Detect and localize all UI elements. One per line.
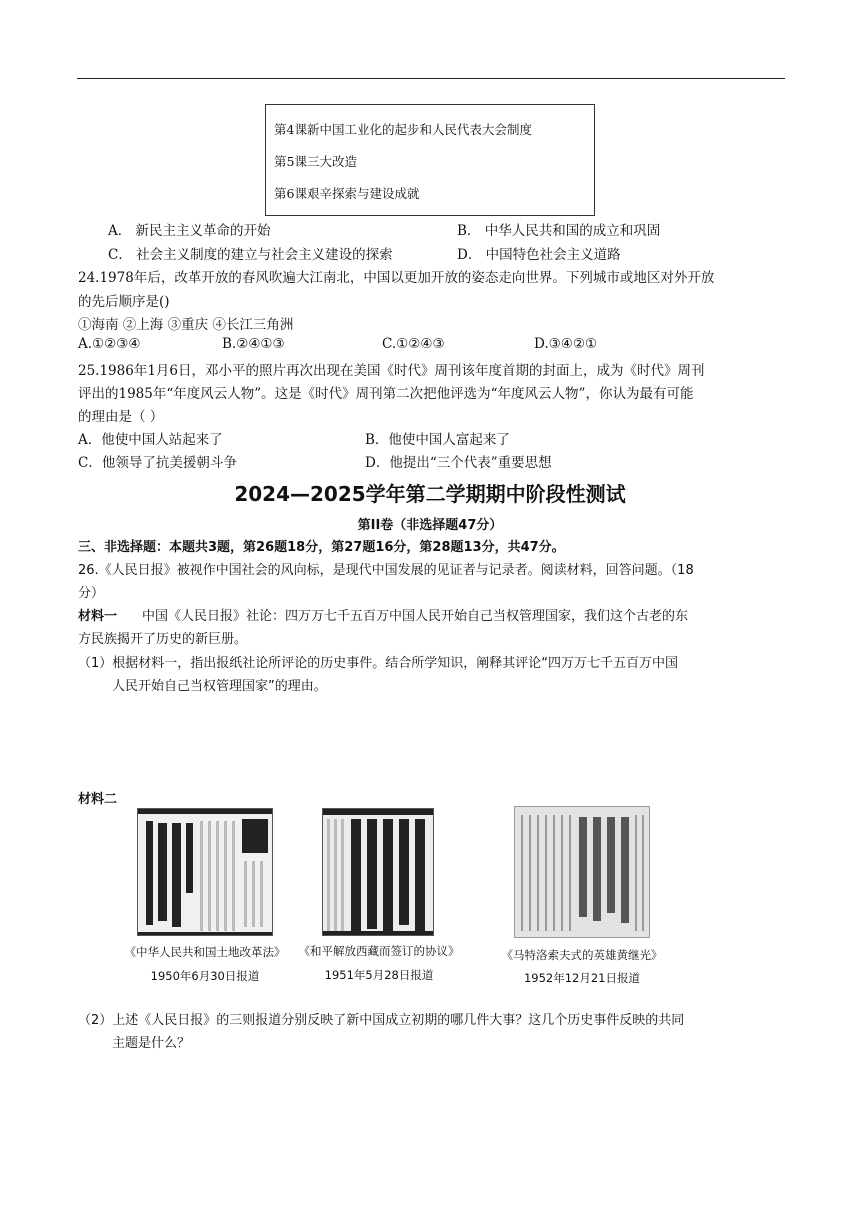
exam-title: 2024—2025学年第二学期期中阶段性测试 (234, 482, 626, 506)
part3-header: 三、非选择题：本题共3题，第26题18分，第27题16分，第28题13分，共47分。 (78, 540, 565, 555)
top-rule (77, 78, 785, 79)
newspaper-1-title: 《中华人民共和国土地改革法》 (124, 945, 286, 959)
q26-sub2-line1: （2）上述《人民日报》的三则报道分别反映了新中国成立初期的哪几件大事？这几个历史事件反映的共同 (78, 1013, 685, 1028)
q24-items: ①海南 ②上海 ③重庆 ④长江三角洲 (78, 317, 294, 333)
q24-option-a: A.①②③④ (78, 336, 141, 352)
q26-intro-line1: 26.《人民日报》被视作中国社会的风向标，是现代中国发展的见证者与记录者。阅读材料，回答问题。（18 (78, 563, 694, 578)
q24-option-d: D.③④②① (534, 336, 598, 352)
q26-intro-line2: 分） (78, 586, 105, 601)
q25-option-d: D．他提出“三个代表”重要思想 (365, 455, 552, 471)
unit-line-4: 第4课新中国工业化的起步和人民代表大会制度 (274, 122, 532, 137)
q24-option-c: C.①②④③ (382, 336, 445, 352)
newspaper-1-date: 1950年6月30日报道 (150, 969, 260, 983)
newspaper-image-huang-jiguang (514, 806, 650, 938)
newspaper-2-date: 1951年5月28日报道 (324, 968, 434, 982)
material1-line1: 中国《人民日报》社论：四万万七千五百万中国人民开始自己当权管理国家，我们这个古老的东 (142, 609, 689, 624)
newspaper-image-land-reform (137, 808, 273, 936)
unit-line-5: 第5课三大改造 (274, 154, 357, 169)
q26-sub2-line2: 主题是什么？ (112, 1036, 191, 1051)
q26-sub1-line2: 人民开始自己当权管理国家”的理由。 (112, 679, 327, 694)
q24-option-b: B.②④①③ (222, 336, 285, 352)
q25-stem-line2: 评出的1985年“年度风云人物”。这是《时代》周刊第二次把他评选为“年度风云人物”，你认为最有可能 (78, 386, 694, 402)
unit-list-box (265, 104, 595, 216)
q24-stem-line1: 24.1978年后，改革开放的春风吹遍大江南北，中国以更加开放的姿态走向世界。下列城市或地区对外开放 (78, 270, 715, 286)
newspaper-image-tibet (322, 808, 434, 936)
material1-line2: 方民族揭开了历史的新巨册。 (78, 632, 248, 647)
q25-option-a: A．他使中国人站起来了 (78, 432, 223, 448)
q23-option-c: C． 社会主义制度的建立与社会主义建设的探索 (108, 247, 393, 263)
q25-option-c: C．他领导了抗美援朝斗争 (78, 455, 237, 471)
unit-line-6: 第6课艰辛探索与建设成就 (274, 186, 420, 201)
material1-label: 材料一 (78, 609, 118, 624)
newspaper-3-title: 《马特洛索夫式的英雄黄继光》 (501, 948, 663, 962)
newspaper-3-date: 1952年12月21日报道 (523, 971, 641, 985)
newspaper-2-title: 《和平解放西藏而签订的协议》 (298, 944, 460, 958)
q23-option-d: D． 中国特色社会主义道路 (457, 247, 621, 263)
material2-label: 材料二 (78, 792, 118, 807)
q23-option-a: A． 新民主主义革命的开始 (108, 223, 271, 239)
q23-option-b: B． 中华人民共和国的成立和巩固 (457, 223, 661, 239)
q26-sub1-line1: （1）根据材料一，指出报纸社论所评论的历史事件。结合所学知识，阐释其评论“四万万七千五百万中国 (78, 656, 679, 671)
q25-stem-line3: 的理由是（ ） (78, 409, 164, 425)
section-title: 第II卷（非选择题47分） (357, 518, 503, 533)
q25-stem-line1: 25.1986年1月6日，邓小平的照片再次出现在美国《时代》周刊该年度首期的封面上，成为《时代》周刊 (78, 363, 705, 379)
q24-stem-line2: 的先后顺序是() (78, 294, 170, 310)
q25-option-b: B．他使中国人富起来了 (365, 432, 510, 448)
